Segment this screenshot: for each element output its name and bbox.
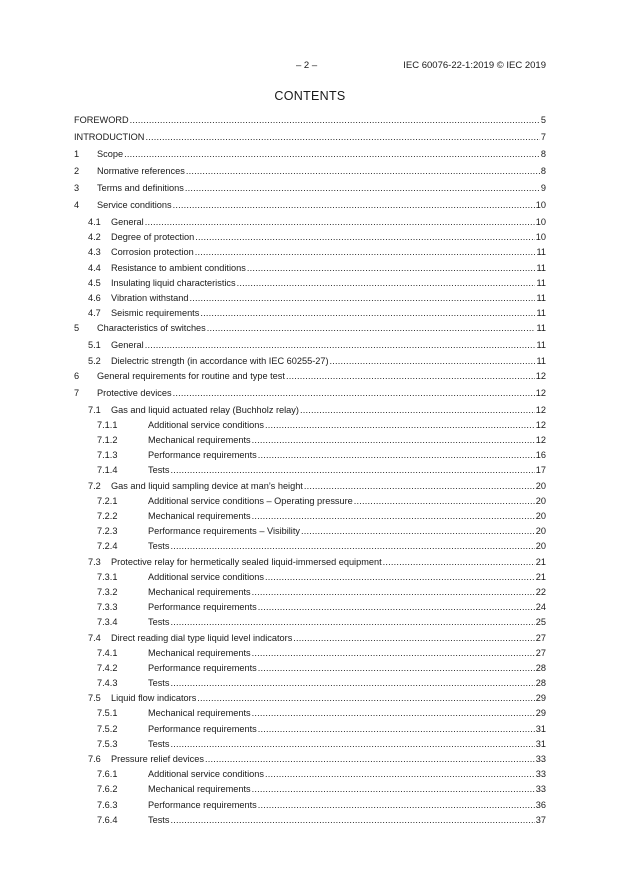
toc-entry-title: Gas and liquid sampling device at man’s height (111, 480, 303, 491)
toc-entry-title: Gas and liquid actuated relay (Buchholz relay) (111, 404, 299, 415)
toc-entry-page: 29 (535, 708, 546, 719)
toc-entry-page: 28 (535, 662, 546, 673)
dot-leader (130, 113, 540, 128)
toc-entry-title: Tests (148, 465, 170, 476)
toc-entry[interactable] (74, 782, 546, 797)
dot-leader (195, 230, 535, 245)
toc-entry[interactable] (74, 261, 546, 276)
dot-leader (252, 646, 535, 661)
toc-entry[interactable] (74, 245, 546, 260)
toc-entry[interactable] (74, 646, 546, 661)
toc-entry-page: 12 (535, 419, 546, 430)
toc-entry-number: 4.5 (88, 277, 101, 288)
toc-entry-number: 7.1.3 (97, 450, 118, 461)
toc-entry-number: 7.5 (88, 693, 101, 704)
toc-entry-title: Tests (148, 738, 170, 749)
toc-entry-number: 7.5.3 (97, 738, 118, 749)
toc-entry-title: Mechanical requirements (148, 708, 251, 719)
toc-entry[interactable] (74, 661, 546, 676)
toc-entry-title: Mechanical requirements (148, 784, 251, 795)
toc-entry-page: 21 (535, 571, 546, 582)
toc-entry-number: 7.2.1 (97, 495, 118, 506)
toc-entry-page: 11 (536, 262, 546, 273)
toc-entry-page: 11 (536, 308, 546, 319)
toc-entry-number: 7.3.1 (97, 571, 118, 582)
toc-entry[interactable] (74, 369, 546, 386)
toc-entry-number: 7.6.3 (97, 799, 118, 810)
toc-entry-number: 7.1.1 (97, 419, 118, 430)
toc-entry-page: 36 (535, 799, 546, 810)
toc-entry-title: Corrosion protection (111, 247, 194, 258)
toc-entry-page: 8 (540, 149, 546, 159)
toc-entry-page: 7 (540, 132, 546, 142)
toc-entry-title: Terms and definitions (97, 183, 184, 193)
toc-entry-number: 7.1.2 (97, 435, 118, 446)
dot-leader (197, 691, 534, 706)
toc-entry-page: 33 (535, 769, 546, 780)
toc-entry-number: 7.3 (88, 556, 101, 567)
dot-leader (185, 181, 540, 196)
toc-entry-number: 7 (74, 387, 80, 398)
toc-entry-page: 8 (540, 166, 546, 176)
dot-leader (252, 509, 535, 524)
toc-entry-page: 31 (535, 723, 546, 734)
toc-entry-title: Mechanical requirements (148, 435, 251, 446)
dot-leader (304, 479, 535, 494)
toc-entry[interactable] (74, 463, 546, 478)
toc-entry-page: 33 (535, 784, 546, 795)
toc-entry-title: FOREWORD (74, 115, 129, 125)
toc-entry[interactable] (74, 479, 546, 494)
dot-leader (145, 215, 535, 230)
toc-entry-title: General (111, 217, 144, 227)
toc-entry-title: INTRODUCTION (74, 132, 145, 142)
toc-entry-title: Protective devices (97, 387, 172, 398)
toc-entry-title: Additional service conditions (148, 769, 264, 780)
dot-leader (189, 291, 535, 306)
toc-entry-number: 7.4.1 (97, 647, 118, 658)
page-number: – 2 – (296, 60, 318, 71)
standard-reference: IEC 60076-22-1:2019 © IEC 2019 (403, 60, 546, 71)
toc-entry-title: Tests (148, 678, 170, 689)
dot-leader (258, 661, 535, 676)
toc-entry[interactable] (74, 585, 546, 600)
toc-entry-title: General (111, 340, 144, 351)
toc-entry[interactable] (74, 798, 546, 813)
toc-entry-title: Tests (148, 617, 170, 628)
toc-entry-number: 4.2 (88, 232, 101, 243)
toc-entry-page: 28 (535, 678, 546, 689)
toc-entry-title: Performance requirements – Visibility (148, 526, 300, 537)
toc-entry[interactable] (74, 164, 546, 181)
dot-leader (170, 463, 534, 478)
toc-entry-number: 6 (74, 370, 80, 381)
toc-entry-title: Direct reading dial type liquid level indicators (111, 632, 293, 643)
toc-entry[interactable] (74, 722, 546, 737)
dot-leader (265, 767, 535, 782)
toc-entry-page: 12 (535, 387, 546, 398)
toc-entry-number: 7.2.4 (97, 541, 118, 552)
toc-entry-title: Performance requirements (148, 723, 257, 734)
toc-entry[interactable] (74, 338, 546, 353)
dot-leader (173, 386, 535, 401)
toc-entry-number: 7.3.4 (97, 617, 118, 628)
toc-entry-page: 16 (535, 450, 546, 461)
toc-entry[interactable] (74, 181, 546, 198)
dot-leader (252, 433, 535, 448)
dot-leader (237, 276, 536, 291)
toc-entry-title: Additional service conditions (148, 571, 264, 582)
toc-entry[interactable] (74, 386, 546, 403)
toc-entry-number: 4.4 (88, 262, 101, 273)
dot-leader (205, 752, 535, 767)
toc-entry[interactable] (74, 813, 546, 828)
toc-entry[interactable] (74, 524, 546, 539)
toc-entry-number: 7.4.2 (97, 662, 118, 673)
toc-entry-page: 11 (536, 340, 546, 351)
toc-entry-number: 7.6.2 (97, 784, 118, 795)
toc-entry-page: 29 (535, 693, 546, 704)
toc-entry-page: 33 (535, 754, 546, 764)
toc-entry-title: Characteristics of switches (97, 323, 206, 334)
toc-entry-number: 5.2 (88, 355, 101, 366)
toc-entry-page: 11 (536, 277, 546, 288)
toc-entry-number: 7.4 (88, 632, 101, 643)
dot-leader (195, 245, 536, 260)
toc-entry[interactable] (74, 539, 546, 554)
toc-entry-number: 7.3.3 (97, 602, 118, 613)
dot-leader (170, 737, 534, 752)
toc-entry-number: 7.3.2 (97, 586, 118, 597)
toc-entry-title: Service conditions (97, 200, 172, 210)
toc-entry[interactable] (74, 433, 546, 448)
toc-entry-number: 7.2.2 (97, 511, 118, 521)
toc-entry[interactable] (74, 676, 546, 691)
toc-entry-number: 4 (74, 200, 80, 210)
toc-entry-title: Mechanical requirements (148, 511, 251, 521)
toc-entry-title: Seismic requirements (111, 308, 200, 319)
table-of-contents (74, 113, 546, 828)
toc-entry[interactable] (74, 198, 546, 215)
dot-leader (170, 813, 534, 828)
toc-entry-number: 7.1 (88, 404, 101, 415)
toc-entry[interactable] (74, 113, 546, 130)
toc-entry-number: 5.1 (88, 340, 101, 351)
dot-leader (252, 706, 535, 721)
toc-entry-number: 7.4.3 (97, 678, 118, 689)
toc-entry-number: 7.5.2 (97, 723, 118, 734)
toc-entry-number: 7.6 (88, 754, 101, 764)
toc-entry-title: Resistance to ambient conditions (111, 262, 246, 273)
dot-leader (286, 369, 535, 384)
dot-leader (258, 600, 535, 615)
toc-entry[interactable] (74, 509, 546, 524)
toc-entry-page: 37 (535, 814, 546, 825)
toc-entry[interactable] (74, 570, 546, 585)
toc-entry[interactable] (74, 494, 546, 509)
dot-leader (301, 524, 535, 539)
toc-entry-page: 20 (535, 480, 546, 491)
toc-entry-title: Pressure relief devices (111, 754, 204, 764)
toc-entry-title: Insulating liquid characteristics (111, 277, 236, 288)
toc-entry-page: 24 (535, 602, 546, 613)
dot-leader (265, 418, 535, 433)
toc-entry-page: 25 (535, 617, 546, 628)
toc-entry-page: 11 (536, 247, 546, 258)
toc-entry-title: Performance requirements (148, 662, 257, 673)
toc-entry-page: 11 (536, 355, 546, 366)
toc-entry-number: 3 (74, 183, 80, 193)
toc-entry[interactable] (74, 147, 546, 164)
dot-leader (258, 722, 535, 737)
toc-entry[interactable] (74, 631, 546, 646)
toc-entry-title: General requirements for routine and type test (97, 370, 285, 381)
toc-entry-title: Scope (97, 149, 124, 159)
dot-leader (293, 631, 534, 646)
toc-entry-title: Mechanical requirements (148, 586, 251, 597)
dot-leader (258, 798, 535, 813)
dot-leader (330, 354, 536, 369)
toc-entry-number: 4.6 (88, 292, 101, 303)
toc-entry-number: 1 (74, 149, 80, 159)
toc-entry-number: 7.5.1 (97, 708, 118, 719)
dot-leader (252, 782, 535, 797)
dot-leader (170, 676, 534, 691)
toc-entry-number: 7.6.1 (97, 769, 118, 780)
toc-entry-page: 27 (535, 647, 546, 658)
toc-entry-title: Additional service conditions (148, 419, 264, 430)
toc-entry-number: 7.2 (88, 480, 101, 491)
toc-entry-title: Performance requirements (148, 450, 257, 461)
toc-entry[interactable] (74, 215, 546, 230)
toc-entry-number: 2 (74, 166, 80, 176)
dot-leader (265, 570, 535, 585)
toc-entry-title: Additional service conditions – Operating pressure (148, 495, 353, 506)
dot-leader (145, 338, 536, 353)
toc-entry-number: 7.2.3 (97, 526, 118, 537)
toc-entry-title: Dielectric strength (in accordance with IEC 60255-27) (111, 355, 329, 366)
toc-entry-title: Protective relay for hermetically sealed liquid-immersed equipment (111, 556, 382, 567)
toc-entry[interactable] (74, 130, 546, 147)
toc-entry-title: Mechanical requirements (148, 647, 251, 658)
toc-entry-number: 4.3 (88, 247, 101, 258)
dot-leader (170, 539, 534, 554)
dot-leader (200, 306, 535, 321)
dot-leader (252, 585, 535, 600)
toc-entry-number: 4.7 (88, 308, 101, 319)
toc-entry[interactable] (74, 706, 546, 721)
toc-entry[interactable] (74, 403, 546, 418)
toc-entry[interactable] (74, 354, 546, 369)
toc-entry[interactable] (74, 448, 546, 463)
toc-entry[interactable] (74, 306, 546, 321)
dot-leader (247, 261, 536, 276)
toc-entry[interactable] (74, 615, 546, 630)
dot-leader (145, 130, 539, 145)
dot-leader (124, 147, 540, 162)
toc-entry-title: Tests (148, 814, 170, 825)
toc-entry[interactable] (74, 321, 546, 338)
toc-entry-page: 20 (535, 526, 546, 537)
toc-entry-number: 4.1 (88, 217, 101, 227)
toc-entry-page: 9 (540, 183, 546, 193)
toc-entry-page: 12 (535, 435, 546, 446)
toc-entry-title: Normative references (97, 166, 185, 176)
toc-entry-title: Liquid flow indicators (111, 693, 197, 704)
toc-entry-title: Performance requirements (148, 799, 257, 810)
toc-entry-page: 31 (535, 738, 546, 749)
dot-leader (383, 555, 535, 570)
toc-entry-page: 12 (535, 370, 546, 381)
toc-entry-page: 10 (535, 200, 546, 210)
toc-entry-page: 10 (535, 217, 546, 227)
toc-entry[interactable] (74, 230, 546, 245)
contents-title: CONTENTS (274, 89, 346, 103)
toc-entry[interactable] (74, 600, 546, 615)
dot-leader (258, 448, 535, 463)
toc-entry[interactable] (74, 767, 546, 782)
toc-entry-title: Degree of protection (111, 232, 195, 243)
dot-leader (354, 494, 535, 509)
toc-entry-title: Vibration withstand (111, 292, 189, 303)
toc-entry-title: Tests (148, 541, 170, 552)
toc-entry[interactable] (74, 691, 546, 706)
toc-entry[interactable] (74, 737, 546, 752)
toc-entry[interactable] (74, 555, 546, 570)
toc-entry-number: 5 (74, 323, 80, 334)
dot-leader (186, 164, 540, 179)
toc-entry-page: 11 (536, 323, 546, 334)
toc-entry[interactable] (74, 276, 546, 291)
toc-entry-page: 10 (535, 232, 546, 243)
toc-entry-page: 21 (535, 556, 546, 567)
toc-entry-page: 22 (535, 586, 546, 597)
toc-entry[interactable] (74, 752, 546, 767)
dot-leader (207, 321, 536, 336)
toc-entry-title: Performance requirements (148, 602, 257, 613)
toc-entry-number: 7.6.4 (97, 814, 118, 825)
toc-entry-page: 11 (536, 292, 546, 303)
toc-entry[interactable] (74, 291, 546, 306)
toc-entry[interactable] (74, 418, 546, 433)
toc-entry-page: 12 (535, 404, 546, 415)
dot-leader (173, 198, 535, 213)
toc-entry-page: 27 (535, 632, 546, 643)
dot-leader (170, 615, 534, 630)
toc-entry-page: 20 (535, 511, 546, 521)
toc-entry-page: 20 (535, 541, 546, 552)
toc-entry-page: 5 (540, 115, 546, 125)
toc-entry-page: 20 (535, 495, 546, 506)
toc-entry-page: 17 (535, 465, 546, 476)
dot-leader (300, 403, 535, 418)
toc-entry-number: 7.1.4 (97, 465, 118, 476)
